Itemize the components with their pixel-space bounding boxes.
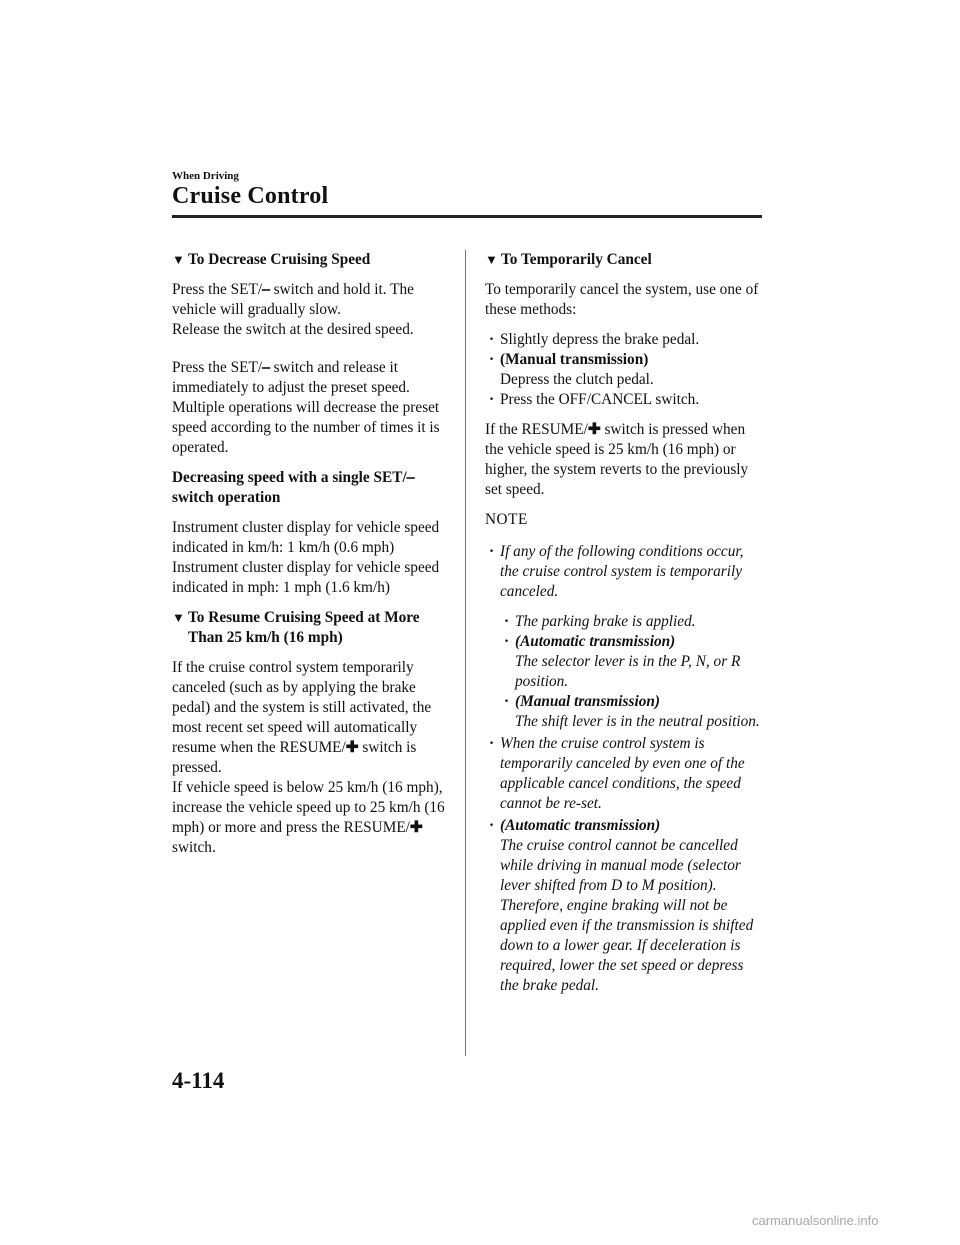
- list-item: · If any of the following conditions occur, the cruise control system is temporarily canceled. · The parking brake is applied. · (Automatic transmission) The selector lever is in the P, N, or R position. · (Manual transmission) The shift lever is in the neutral position.: [485, 542, 765, 732]
- column-divider: [465, 250, 466, 1056]
- list-item: · (Manual transmission) The shift lever is in the neutral position.: [504, 693, 760, 730]
- bullet-icon: ·: [504, 613, 510, 630]
- bullet-icon: ·: [489, 331, 495, 348]
- resume-paragraph-2: If vehicle speed is below 25 km/h (16 mph), increase the vehicle speed up to 25 km/h (16 mph) or more and press the RESUME/✚ switch.: [172, 779, 445, 856]
- list-item: · Press the OFF/CANCEL switch.: [489, 391, 700, 408]
- decrease-bold-subheading: Decreasing speed with a single SET/⎯ switch operation: [172, 469, 415, 506]
- minus-icon: ⎯: [262, 359, 270, 376]
- resume-revert-paragraph: If the RESUME/✚ switch is pressed when the vehicle speed is 25 km/h (16 mph) or higher, the system reverts to the previously set speed.: [485, 421, 749, 498]
- bullet-icon: ·: [489, 735, 495, 752]
- decrease-paragraph-1: Press the SET/⎯ switch and hold it. The vehicle will gradually slow. Release the switch at the desired speed.: [172, 281, 414, 338]
- bullet-icon: ·: [504, 693, 510, 710]
- resume-paragraph-1: If the cruise control system temporarily canceled (such as by applying the brake pedal) and the system is still activated, the most recent set speed will automatically resume when the RESUME/✚ switch is pressed.: [172, 659, 432, 776]
- page-number: 4-114: [172, 1068, 225, 1093]
- list-item: · (Automatic transmission) The selector lever is in the P, N, or R position.: [504, 633, 741, 690]
- list-item: · (Automatic transmission) The cruise control cannot be cancelled while driving in manual mode (selector lever shifted from D to M position). Therefore, engine braking will not be applied even if the transmission is shifted down to a lower gear. If deceleration is required, lower the set speed or depress the brake pedal.: [489, 817, 754, 994]
- bullet-icon: ·: [489, 351, 495, 368]
- header-section-label: When Driving: [172, 170, 239, 182]
- decrease-mph-info: Instrument cluster display for vehicle speed indicated in mph: 1 mph (1.6 km/h): [172, 559, 440, 596]
- bullet-icon: ·: [504, 633, 510, 650]
- decrease-speed-heading: ▼ To Decrease Cruising Speed: [172, 251, 371, 268]
- list-item: · The parking brake is applied.: [504, 613, 696, 630]
- triangle-icon: ▼: [172, 610, 185, 625]
- triangle-icon: ▼: [172, 252, 185, 267]
- cancel-intro: To temporarily cancel the system, use one of these methods:: [485, 281, 759, 318]
- triangle-icon: ▼: [485, 252, 498, 267]
- list-item: · When the cruise control system is temporarily canceled by even one of the applicable cancel conditions, the speed cannot be re-set.: [489, 735, 745, 812]
- plus-icon: ✚: [409, 819, 423, 836]
- temporarily-cancel-heading: ▼ To Temporarily Cancel: [485, 251, 652, 268]
- list-item: · Slightly depress the brake pedal.: [489, 331, 700, 348]
- bullet-icon: ·: [489, 817, 495, 834]
- decrease-kmh-info: Instrument cluster display for vehicle speed indicated in km/h: 1 km/h (0.6 mph): [172, 519, 440, 556]
- note-list: [485, 542, 765, 996]
- resume-speed-heading: ▼ To Resume Cruising Speed at More Than 25 km/h (16 mph): [172, 609, 420, 646]
- minus-icon: ⎯: [262, 281, 270, 298]
- page-title: Cruise Control: [172, 183, 329, 209]
- list-item: · (Manual transmission) Depress the clutch pedal.: [489, 351, 654, 388]
- bullet-icon: ·: [489, 543, 495, 560]
- minus-icon: ⎯: [406, 469, 415, 486]
- note-label: NOTE: [485, 511, 528, 528]
- plus-icon: ✚: [345, 739, 359, 756]
- decrease-paragraph-2: Press the SET/⎯ switch and release it immediately to adjust the preset speed. Multiple operations will decrease the preset speed according to the number of times it is operated.: [172, 359, 440, 456]
- note-sub-list: [500, 612, 765, 732]
- right-column: [485, 250, 765, 998]
- bullet-icon: ·: [489, 391, 495, 408]
- cancel-methods-list: [485, 330, 765, 410]
- header-rule: [172, 215, 762, 218]
- plus-icon: ✚: [587, 421, 601, 438]
- left-column: [172, 250, 448, 868]
- watermark: carmanualsonline.info: [752, 1213, 879, 1228]
